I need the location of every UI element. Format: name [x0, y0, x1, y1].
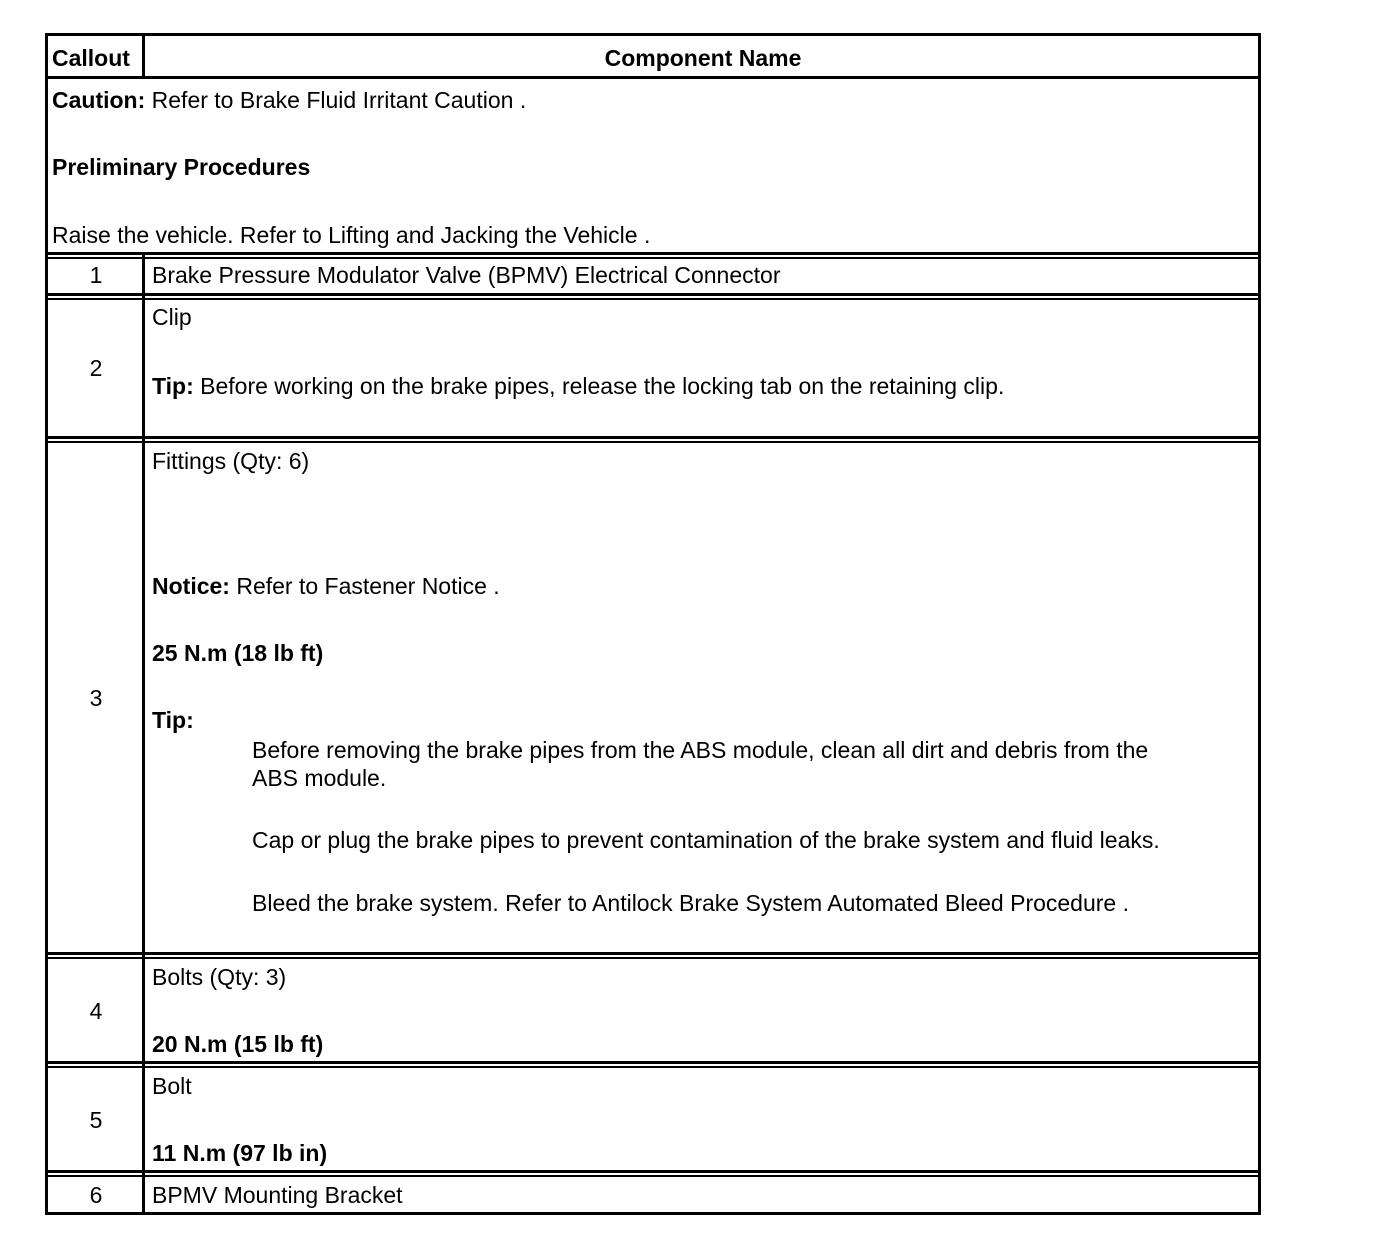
- tip-line: [152, 372, 1004, 400]
- component-name: Clip: [152, 304, 192, 330]
- tip-text: ABS module.: [252, 765, 387, 791]
- row-divider: [48, 1061, 1258, 1064]
- header-divider: [142, 36, 145, 78]
- callout-number: 2: [89, 355, 103, 381]
- component-name: Fittings (Qty: 6): [152, 448, 310, 474]
- row-divider: [48, 298, 1258, 300]
- tip-label: Tip:: [152, 373, 194, 399]
- row-divider: [48, 1066, 1258, 1068]
- tip-text: Before removing the brake pipes from the ABS module, clean all dirt and debris from the: [252, 737, 1149, 763]
- raise-vehicle-text: Raise the vehicle. Refer to Lifting and Jacking the Vehicle .: [52, 222, 651, 248]
- callout-number: 3: [89, 685, 103, 711]
- callout-number: 4: [89, 998, 103, 1024]
- column-divider: [142, 252, 145, 1215]
- notice-line: [152, 572, 500, 600]
- component-name: Bolt: [152, 1073, 192, 1099]
- header-component-name: Component Name: [604, 45, 802, 71]
- torque-spec: 25 N.m (18 lb ft): [152, 640, 324, 666]
- component-name: BPMV Mounting Bracket: [152, 1182, 403, 1208]
- tip-text: Cap or plug the brake pipes to prevent contamination of the brake system and fluid leaks.: [252, 827, 1160, 853]
- caution-line: [52, 86, 526, 114]
- torque-spec: 20 N.m (15 lb ft): [152, 1031, 324, 1057]
- row-divider: [48, 1170, 1258, 1173]
- row-divider: [48, 257, 1258, 259]
- component-name: Bolts (Qty: 3): [152, 964, 287, 990]
- row-divider: [48, 76, 1258, 79]
- component-name: Brake Pressure Modulator Valve (BPMV) Electrical Connector: [152, 262, 781, 288]
- tip-label: Tip:: [152, 707, 194, 733]
- callout-number: 6: [89, 1182, 103, 1208]
- tip-text: Before working on the brake pipes, release the locking tab on the retaining clip.: [193, 373, 1005, 399]
- row-divider: [48, 436, 1258, 439]
- tip-text: Bleed the brake system. Refer to Antilock Brake System Automated Bleed Procedure .: [252, 890, 1129, 916]
- row-divider: [48, 1175, 1258, 1177]
- torque-spec: 11 N.m (97 lb in): [152, 1140, 328, 1166]
- preliminary-heading: Preliminary Procedures: [52, 154, 311, 180]
- component-table: [45, 33, 1261, 1215]
- caution-text: Refer to Brake Fluid Irritant Caution .: [145, 87, 527, 113]
- row-divider: [48, 957, 1258, 959]
- caution-label: Caution:: [52, 87, 146, 113]
- row-divider: [48, 252, 1258, 255]
- notice-label: Notice:: [152, 573, 230, 599]
- notice-text: Refer to Fastener Notice .: [229, 573, 500, 599]
- callout-number: 1: [89, 262, 103, 288]
- row-divider: [48, 952, 1258, 955]
- row-divider: [48, 293, 1258, 296]
- header-callout: Callout: [52, 45, 130, 71]
- row-divider: [48, 441, 1258, 443]
- callout-number: 5: [89, 1107, 103, 1133]
